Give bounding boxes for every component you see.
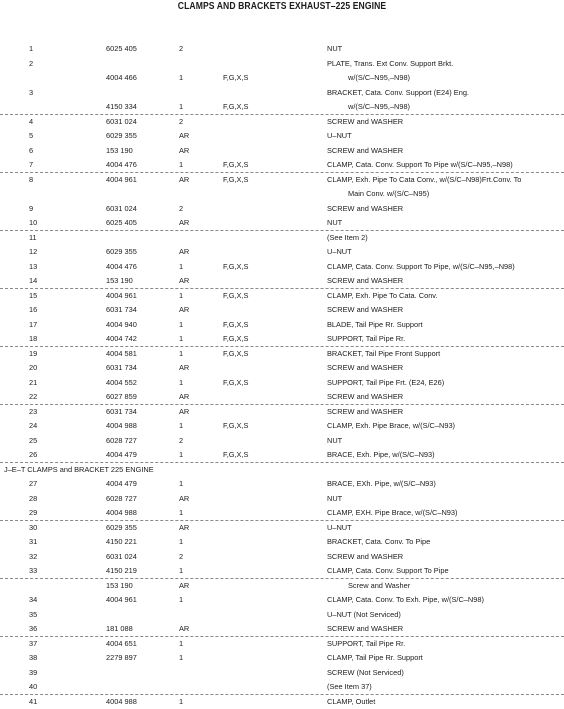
model-code: F,G,X,S (223, 450, 249, 459)
description: SCREW and WASHER (327, 363, 404, 372)
table-row (0, 276, 564, 289)
model-code: F,G,X,S (223, 174, 249, 184)
quantity: 1 (179, 421, 184, 430)
description: SCREW and WASHER (327, 551, 404, 561)
part-number: 6028 727 (106, 435, 137, 445)
quantity: 1 (179, 377, 184, 387)
item-number: 2 (29, 58, 34, 68)
description: CLAMP, EXH. Pipe Brace, w/(S/C–N93) (327, 508, 458, 517)
item-number: 12 (29, 247, 38, 256)
model-code: F,G,X,S (223, 73, 249, 82)
item-number: 18 (29, 334, 38, 343)
description: SCREW and WASHER (327, 406, 404, 416)
part-number: 4004 466 (106, 73, 137, 82)
description: NUT (327, 435, 343, 445)
table-row (0, 59, 564, 71)
quantity: AR (179, 131, 190, 140)
table-row (0, 624, 564, 637)
part-number: 153 190 (106, 276, 133, 285)
model-code: F,G,X,S (223, 290, 249, 300)
quantity: AR (179, 392, 190, 401)
part-number: 181 088 (106, 624, 133, 633)
model-code: F,G,X,S (223, 334, 249, 343)
quantity: 1 (179, 537, 184, 546)
table-row (0, 305, 564, 317)
item-number: 39 (29, 667, 38, 677)
quantity: AR (179, 276, 190, 285)
table-row (0, 363, 564, 375)
item-number: 33 (29, 566, 38, 575)
description: NUT (327, 218, 343, 227)
description: SUPPORT, Tail Pipe Frt. (E24, E26) (327, 377, 445, 387)
quantity: 1 (179, 566, 184, 575)
table-row (0, 146, 564, 158)
item-number: 10 (29, 218, 38, 227)
quantity: 2 (179, 435, 184, 445)
description: CLAMP, Cata. Conv. Support To Pipe w/(S/C–N95,–N98) (327, 160, 513, 169)
description: CLAMP, Exh. Pipe To Cata Conv., w/(S/C–N98)Frt.Conv. To (327, 174, 522, 184)
part-number: 4004 476 (106, 160, 137, 169)
item-number: 24 (29, 421, 38, 430)
item-number: 6 (29, 145, 34, 155)
quantity: 1 (179, 508, 184, 517)
quantity: AR (179, 580, 190, 590)
description: BLADE, Tail Pipe Rr. Support (327, 319, 423, 329)
description: SCREW and WASHER (327, 392, 404, 401)
quantity: AR (179, 247, 190, 256)
item-number: 32 (29, 551, 38, 561)
item-number: 5 (29, 131, 34, 140)
item-number: 37 (29, 638, 38, 648)
description: SCREW and WASHER (327, 305, 404, 314)
part-number: 4004 961 (106, 290, 137, 300)
description: SCREW (Not Serviced) (327, 667, 404, 677)
part-number: 6028 727 (106, 493, 137, 503)
table-row (0, 653, 564, 665)
table-row (0, 436, 564, 448)
part-number: 4004 581 (106, 348, 137, 358)
quantity: 2 (179, 203, 184, 213)
description: BRACE, EXh. Pipe, w/(S/C–N93) (327, 479, 436, 488)
description: BRACKET, Cata. Conv. Support (E24) Eng. (327, 87, 469, 97)
item-number: 1 (29, 44, 34, 53)
item-number: 40 (29, 682, 38, 691)
table-row (0, 421, 564, 433)
part-number: 153 190 (106, 145, 133, 155)
description: w/(S/C–N95,–N98) (348, 102, 411, 111)
description: SCREW and WASHER (327, 145, 404, 155)
description: Screw and Washer (348, 580, 411, 590)
description: CLAMP, Exh. Pipe Brace, w/(S/C–N93) (327, 421, 456, 430)
quantity: 1 (179, 348, 184, 358)
description: BRACE, Exh. Pipe, w/(S/C–N93) (327, 450, 435, 459)
quantity: 1 (179, 261, 184, 271)
description: CLAMP, Exh. Pipe To Cata. Conv. (327, 290, 438, 300)
table-row (0, 697, 564, 709)
description: BRACKET, Tail Pipe Front Support (327, 348, 441, 358)
item-number: 26 (29, 450, 38, 459)
part-number: 4004 988 (106, 696, 137, 706)
table-row (0, 639, 564, 651)
table-row (0, 218, 564, 231)
quantity: 1 (179, 334, 184, 343)
description: U–NUT (327, 522, 352, 532)
item-number: 19 (29, 348, 38, 358)
table-row (0, 175, 564, 187)
part-number: 4150 221 (106, 537, 137, 546)
model-code: F,G,X,S (223, 102, 249, 111)
part-number: 6029 355 (106, 522, 137, 532)
table-row (0, 392, 564, 405)
description: CLAMP, Tail Pipe Rr. Support (327, 653, 423, 662)
part-number: 4004 988 (106, 508, 137, 517)
table-row (0, 450, 564, 463)
table-row (0, 668, 564, 680)
quantity: 1 (179, 450, 184, 459)
quantity: 2 (179, 44, 184, 53)
part-number: 6031 024 (106, 551, 137, 561)
quantity: 1 (179, 160, 184, 169)
part-number: 4004 961 (106, 595, 137, 604)
quantity: 1 (179, 290, 184, 300)
part-number: 6031 734 (106, 406, 137, 416)
table-row (0, 131, 564, 143)
item-number: 36 (29, 624, 38, 633)
part-number: 2279 897 (106, 653, 137, 662)
item-number: 38 (29, 653, 38, 662)
part-number: 6031 024 (106, 203, 137, 213)
description: SCREW and WASHER (327, 116, 404, 126)
quantity: 2 (179, 551, 184, 561)
item-number: 22 (29, 392, 38, 401)
table-row (0, 291, 564, 303)
description: CLAMP, Outlet (327, 696, 376, 706)
table-row (0, 189, 564, 201)
item-number: 15 (29, 290, 38, 300)
part-number: 4150 219 (106, 566, 137, 575)
table-row (0, 349, 564, 361)
item-number: 30 (29, 522, 38, 532)
quantity: 1 (179, 696, 184, 706)
description: NUT (327, 493, 343, 503)
item-number: 11 (29, 232, 37, 242)
item-number: 16 (29, 305, 38, 314)
table-row (0, 581, 564, 593)
item-number: 28 (29, 493, 38, 503)
item-number: 8 (29, 174, 34, 184)
item-number: 7 (29, 160, 34, 169)
table-row (0, 73, 564, 85)
quantity: AR (179, 218, 190, 227)
description: SCREW and WASHER (327, 276, 404, 285)
table-row (0, 262, 564, 274)
quantity: 2 (179, 116, 184, 126)
quantity: AR (179, 305, 190, 314)
quantity: AR (179, 363, 190, 372)
quantity: 1 (179, 653, 184, 662)
part-number: 153 190 (106, 580, 133, 590)
part-number: 6031 734 (106, 363, 137, 372)
table-row (0, 44, 564, 56)
description: SUPPORT, Tail Pipe Rr. (327, 638, 406, 648)
item-number: 17 (29, 319, 38, 329)
model-code: F,G,X,S (223, 319, 249, 329)
table-row (0, 102, 564, 115)
table-row (0, 566, 564, 579)
table-row (0, 523, 564, 535)
description: w/(S/C–N95,–N98) (348, 73, 411, 82)
quantity: 1 (179, 102, 184, 111)
model-code: F,G,X,S (223, 160, 249, 169)
part-number: 6029 355 (106, 247, 137, 256)
table-row (0, 204, 564, 216)
table-row (0, 233, 564, 245)
model-code: F,G,X,S (223, 421, 249, 430)
model-code: F,G,X,S (223, 348, 249, 358)
description: PLATE, Trans. Ext Conv. Support Brkt. (327, 58, 454, 68)
description: CLAMP, Cata. Conv. Support To Pipe, w/(S/C–N95,–N98) (327, 261, 515, 271)
description: CLAMP, Cata. Conv. To Exh. Pipe, w/(S/C–N98) (327, 595, 484, 604)
table-row (0, 595, 564, 607)
table-row (0, 334, 564, 347)
table-row (0, 508, 564, 521)
quantity: 1 (179, 319, 184, 329)
part-number: 4004 940 (106, 319, 137, 329)
quantity: AR (179, 145, 190, 155)
description: (See Item 37) (327, 682, 372, 691)
table-row (0, 160, 564, 173)
item-number: 9 (29, 203, 34, 213)
quantity: AR (179, 493, 190, 503)
part-number: 4150 334 (106, 102, 137, 111)
description: SCREW and WASHER (327, 203, 404, 213)
item-number: 41 (29, 696, 38, 706)
part-number: 6025 405 (106, 44, 137, 53)
table-row (0, 537, 564, 549)
table-row (0, 610, 564, 622)
part-number: 4004 651 (106, 638, 137, 648)
quantity: 1 (179, 479, 184, 488)
item-number: 29 (29, 508, 38, 517)
part-number: 4004 988 (106, 421, 137, 430)
item-number: 14 (29, 276, 38, 285)
item-number: 3 (29, 87, 34, 97)
table-row (0, 320, 564, 332)
model-code: F,G,X,S (223, 261, 249, 271)
table-row (0, 552, 564, 564)
table-row (0, 407, 564, 419)
item-number: 21 (29, 377, 38, 387)
table-row (0, 117, 564, 129)
part-number: 6031 024 (106, 116, 137, 126)
table-row (0, 494, 564, 506)
description: SUPPORT, Tail Pipe Rr. (327, 334, 406, 343)
part-number: 6031 734 (106, 305, 137, 314)
description: BRACKET, Cata. Conv. To Pipe (327, 537, 431, 546)
page-title: CLAMPS AND BRACKETS EXHAUST–225 ENGINE (177, 1, 387, 12)
item-number: 20 (29, 363, 38, 372)
part-number: 4004 479 (106, 479, 137, 488)
description: SCREW and WASHER (327, 624, 404, 633)
item-number: 13 (29, 261, 38, 271)
item-number: 27 (29, 479, 38, 488)
table-row (0, 378, 564, 390)
description: (See Item 2) (327, 232, 368, 242)
section-heading-text: J–E–T CLAMPS and BRACKET 225 ENGINE (4, 464, 154, 474)
quantity: 1 (179, 595, 184, 604)
part-number: 4004 552 (106, 377, 137, 387)
description: U–NUT (Not Serviced) (327, 609, 401, 619)
quantity: 1 (179, 73, 184, 82)
description: Main Conv. w/(S/C–N95) (348, 189, 430, 198)
description: U–NUT (327, 131, 352, 140)
quantity: AR (179, 624, 190, 633)
quantity: AR (179, 522, 190, 532)
part-number: 6025 405 (106, 218, 137, 227)
part-number: 6029 355 (106, 131, 137, 140)
part-number: 4004 479 (106, 450, 137, 459)
quantity: AR (179, 174, 190, 184)
model-code: F,G,X,S (223, 377, 249, 387)
quantity: AR (179, 406, 190, 416)
description: U–NUT (327, 247, 352, 256)
part-number: 6027 859 (106, 392, 137, 401)
section-heading (0, 465, 564, 477)
quantity: 1 (179, 638, 184, 648)
table-row (0, 682, 564, 695)
item-number: 34 (29, 595, 38, 604)
description: CLAMP, Cata. Conv. Support To Pipe (327, 566, 449, 575)
item-number: 4 (29, 116, 34, 126)
part-number: 4004 742 (106, 334, 137, 343)
description: NUT (327, 44, 343, 53)
item-number: 23 (29, 406, 38, 416)
part-number: 4004 961 (106, 174, 137, 184)
part-number: 4004 476 (106, 261, 137, 271)
table-row (0, 247, 564, 259)
table-row (0, 88, 564, 100)
item-number: 35 (29, 609, 38, 619)
item-number: 31 (29, 537, 38, 546)
table-row (0, 479, 564, 491)
item-number: 25 (29, 435, 38, 445)
